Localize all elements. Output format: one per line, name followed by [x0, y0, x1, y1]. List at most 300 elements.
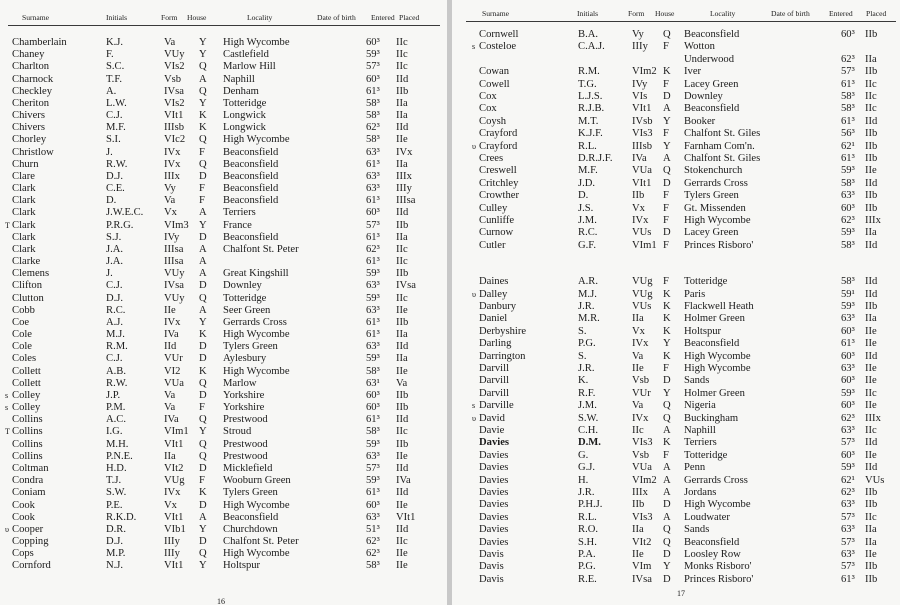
- cell-surname: Cooper: [12, 523, 44, 535]
- cell-house: Q: [663, 400, 671, 412]
- cell-surname: Coles: [12, 353, 37, 365]
- cell-surname: Chivers: [12, 110, 45, 121]
- cell-locality: Prestwood: [223, 414, 268, 426]
- cell-placed: IIe: [865, 325, 877, 337]
- header-entered: Entered: [829, 9, 853, 18]
- cell-locality: Beaconsfield: [684, 536, 740, 548]
- table-row: [0, 37, 447, 49]
- cell-placed: IIIx: [396, 170, 412, 182]
- cell-initials: J.R.: [578, 487, 595, 498]
- cell-placed: IId: [396, 341, 409, 353]
- cell-form: IIIsa: [164, 256, 184, 268]
- table-row: [0, 475, 447, 487]
- cell-form: VIs: [632, 91, 648, 102]
- cell-locality: France: [223, 219, 252, 231]
- table-row: [0, 402, 447, 414]
- cell-house: Q: [199, 377, 207, 389]
- cell-surname: Clark: [12, 219, 36, 231]
- cell-placed: IIb: [865, 573, 878, 585]
- cell-surname: Darrington: [479, 350, 526, 362]
- cell-form: IIIy: [164, 536, 180, 547]
- cell-locality: Totteridge: [223, 97, 267, 109]
- cell-placed: IIe: [396, 365, 408, 377]
- cell-surname: Darvill: [479, 363, 510, 374]
- cell-placed: VIt1: [396, 511, 416, 523]
- cell-initials: M.J.: [106, 329, 125, 341]
- table-row: [452, 313, 900, 325]
- header-rule: [8, 25, 440, 26]
- cell-entered: 61³: [366, 158, 380, 170]
- cell-form: IIIsb: [632, 140, 653, 152]
- cell-entered: 60³: [366, 499, 380, 511]
- cell-placed: IIb: [396, 389, 409, 401]
- cell-placed: IIa: [865, 313, 877, 325]
- cell-form: Vsb: [632, 375, 650, 387]
- cell-placed: IIc: [396, 49, 408, 61]
- cell-initials: N.J.: [106, 560, 124, 572]
- cell-placed: IIa: [865, 536, 877, 548]
- cell-form: IIe: [164, 304, 176, 316]
- cell-form: IVx: [632, 215, 649, 226]
- cell-form: VIm1: [632, 239, 657, 251]
- cell-entered: 63³: [841, 524, 855, 536]
- cell-surname: Checkley: [12, 85, 53, 97]
- cell-house: K: [663, 288, 671, 300]
- cell-surname: Clark: [12, 183, 36, 194]
- cell-house: Y: [199, 37, 207, 48]
- table-row: [452, 499, 900, 511]
- cell-entered: 58³: [841, 103, 855, 115]
- cell-placed: IIe: [865, 375, 877, 387]
- header-initials: Initials: [577, 9, 599, 18]
- cell-surname: Darvill: [479, 387, 510, 399]
- table-row: [452, 537, 900, 549]
- cell-placed: IId: [396, 487, 409, 499]
- table-row: [452, 524, 900, 536]
- cell-placed: IIc: [396, 61, 408, 73]
- table-row: [0, 244, 447, 256]
- table-row: [0, 536, 447, 548]
- table-row: [452, 66, 900, 78]
- cell-house: D: [663, 549, 671, 560]
- cell-placed: IIe: [865, 363, 877, 374]
- cell-house: F: [663, 202, 669, 214]
- cell-initials: C.J.: [106, 280, 123, 292]
- cell-locality: Yorkshire: [223, 402, 265, 414]
- cell-form: IIIy: [632, 41, 648, 53]
- table-row: [0, 439, 447, 451]
- table-row: [0, 305, 447, 317]
- cell-placed: IIe: [865, 449, 877, 461]
- cell-surname: Chivers: [12, 122, 45, 134]
- cell-initials: D.J.: [106, 170, 124, 182]
- cell-surname: Darling: [479, 338, 512, 350]
- cell-form: Vy: [164, 183, 176, 194]
- cell-locality: Denham: [223, 85, 259, 97]
- cell-placed: IIIx: [865, 215, 881, 226]
- cell-initials: J.S.: [578, 202, 594, 214]
- cell-house: K: [199, 487, 207, 499]
- cell-locality: Gerrards Cross: [684, 474, 748, 486]
- cell-initials: M.F.: [578, 165, 598, 177]
- cell-locality: High Wycombe: [684, 350, 751, 362]
- cell-placed: IId: [865, 437, 878, 449]
- cell-locality: Loosley Row: [684, 549, 741, 560]
- cell-locality: Totteridge: [684, 276, 728, 288]
- cell-initials: J.R.: [578, 363, 595, 374]
- cell-form: VIs2: [164, 61, 185, 73]
- table-row: [0, 280, 447, 292]
- cell-initials: M.H.: [106, 438, 129, 450]
- cell-house: K: [663, 66, 671, 78]
- cell-placed: IVx: [396, 146, 413, 158]
- table-row: [0, 147, 447, 159]
- cell-locality: Beaconsfield: [223, 231, 279, 243]
- table-row: [0, 512, 447, 524]
- cell-entered: 57³: [366, 219, 380, 231]
- cell-entered: 63³: [366, 511, 380, 523]
- cell-entered: 62¹: [841, 474, 855, 486]
- cell-form: VIm1: [164, 426, 189, 438]
- cell-mark: υ: [472, 141, 476, 151]
- cell-house: Q: [199, 134, 207, 146]
- cell-house: Q: [199, 61, 207, 73]
- cell-surname: Colley: [12, 389, 41, 401]
- cell-house: Q: [199, 414, 207, 426]
- cell-placed: IIb: [396, 85, 409, 97]
- cell-house: D: [199, 231, 207, 243]
- cell-placed: IIe: [865, 338, 877, 350]
- cell-mark: s: [5, 403, 9, 413]
- cell-entered: 59³: [841, 462, 855, 474]
- table-row: [0, 49, 447, 61]
- cell-surname: Clare: [12, 170, 35, 182]
- cell-house: A: [199, 511, 207, 523]
- cell-surname: Darvill: [479, 375, 510, 387]
- cell-house: Y: [199, 49, 207, 61]
- cell-form: VIm2: [632, 474, 657, 486]
- header-placed: Placed: [866, 9, 887, 18]
- table-row: [452, 475, 900, 487]
- cell-placed: IIe: [396, 450, 408, 462]
- cell-entered: 63³: [841, 425, 855, 436]
- table-row: [0, 548, 447, 560]
- cell-placed: IIe: [865, 165, 877, 177]
- cell-entered: 63³: [841, 313, 855, 325]
- cell-entered: 59³: [366, 475, 380, 487]
- cell-entered: 61³: [841, 115, 855, 127]
- cell-locality: Chalfont St. Peter: [223, 536, 299, 547]
- table-row: [452, 79, 900, 91]
- cell-initials: A.B.: [106, 365, 127, 377]
- table-row: [452, 450, 900, 462]
- cell-initials: R.C.: [106, 304, 126, 316]
- cell-initials: T.J.: [106, 475, 122, 487]
- table-row: [452, 128, 900, 140]
- cell-initials: D.M.: [578, 437, 601, 449]
- cell-form: VUr: [164, 353, 183, 365]
- cell-mark: T: [5, 427, 10, 437]
- cell-surname: Coniam: [12, 487, 46, 499]
- cell-entered: 58³: [366, 110, 380, 121]
- table-row: [0, 232, 447, 244]
- cell-placed: IIIy: [396, 183, 412, 194]
- cell-form: IIe: [632, 363, 644, 374]
- cell-placed: IIb: [865, 140, 878, 152]
- cell-initials: S.J.: [106, 231, 122, 243]
- table-row: [0, 378, 447, 390]
- cell-locality: Downley: [684, 91, 723, 102]
- cell-house: Q: [663, 165, 671, 177]
- table-row: [452, 512, 900, 524]
- cell-form: Vsb: [632, 449, 650, 461]
- cell-house: Q: [663, 412, 671, 424]
- cell-surname: Davies: [479, 499, 509, 511]
- cell-locality: Holtspur: [223, 560, 261, 572]
- cell-surname: Clark: [12, 231, 36, 243]
- cell-surname: Crees: [479, 153, 504, 164]
- cell-locality: Aylesbury: [223, 353, 267, 365]
- cell-placed: IIc: [865, 511, 877, 523]
- cell-house: F: [199, 475, 205, 487]
- cell-surname: Cheriton: [12, 97, 50, 109]
- cell-entered: 60³: [366, 402, 380, 414]
- cell-house: A: [663, 425, 671, 436]
- cell-placed: IIIsa: [396, 195, 416, 207]
- cell-house: Q: [663, 536, 671, 548]
- cell-locality: Buckingham: [684, 412, 739, 424]
- table-row: [452, 413, 900, 425]
- cell-house: K: [663, 325, 671, 337]
- cell-form: Vx: [632, 325, 645, 337]
- cell-house: D: [199, 536, 207, 547]
- header-surname: Surname: [22, 13, 49, 22]
- table-row: [0, 86, 447, 98]
- cell-placed: IId: [865, 288, 878, 300]
- cell-form: VIt2: [632, 536, 652, 548]
- cell-initials: R.L.: [578, 511, 597, 523]
- table-row: [0, 207, 447, 219]
- cell-house: F: [663, 215, 669, 226]
- cell-form: IVsa: [632, 573, 653, 585]
- cell-form: VIm2: [632, 66, 657, 78]
- cell-locality: Chalfont St. Giles: [684, 153, 761, 164]
- cell-entered: 61³: [366, 195, 380, 207]
- cell-initials: S.: [578, 325, 587, 337]
- table-row: [0, 110, 447, 122]
- cell-placed: IId: [865, 239, 878, 251]
- cell-placed: IIe: [396, 499, 408, 511]
- cell-initials: K.J.: [106, 37, 124, 48]
- cell-entered: 60³: [366, 207, 380, 219]
- cell-form: Va: [164, 402, 176, 414]
- cell-surname: Davie: [479, 425, 505, 436]
- cell-surname: Cowan: [479, 66, 510, 78]
- cell-entered: 59³: [366, 353, 380, 365]
- cell-house: Q: [199, 438, 207, 450]
- cell-surname: Coltman: [12, 463, 49, 474]
- cell-placed: IIe: [396, 304, 408, 316]
- cell-surname: Cole: [12, 341, 33, 353]
- cell-form: VIs3: [632, 437, 653, 449]
- cell-surname: Colley: [12, 402, 41, 414]
- cell-locality: Holmer Green: [684, 313, 745, 325]
- cell-mark: s: [472, 42, 476, 52]
- cell-locality: High Wycombe: [223, 37, 290, 48]
- cell-form: Vy: [632, 29, 644, 40]
- cell-house: Y: [199, 97, 207, 109]
- cell-surname: Darville: [479, 400, 514, 412]
- cell-house: A: [199, 73, 207, 85]
- cell-locality: Terriers: [223, 207, 256, 219]
- cell-initials: R.M.: [578, 66, 600, 78]
- cell-placed: IIe: [396, 134, 408, 146]
- cell-locality: Booker: [684, 115, 716, 127]
- cell-entered: 61³: [841, 573, 855, 585]
- cell-house: Y: [199, 560, 207, 572]
- cell-locality: Castlefield: [223, 49, 269, 61]
- table-row: [452, 276, 900, 288]
- cell-locality: Downley: [223, 280, 262, 292]
- cell-initials: R.L.: [578, 140, 597, 152]
- cell-locality: Naphill: [684, 425, 716, 436]
- cell-placed: IIa: [396, 329, 408, 341]
- cell-initials: D.R.J.F.: [578, 153, 613, 164]
- cell-entered: 60³: [366, 389, 380, 401]
- cell-placed: IIa: [865, 53, 877, 65]
- cell-surname: Churn: [12, 158, 39, 170]
- cell-house: Q: [199, 85, 207, 97]
- table-row: [452, 487, 900, 499]
- cell-initials: S.H.: [578, 536, 597, 548]
- cell-initials: G.J.: [578, 462, 596, 474]
- cell-initials: A.J.: [106, 316, 124, 328]
- cell-placed: IIa: [865, 227, 877, 239]
- cell-initials: L.J.S.: [578, 91, 603, 102]
- cell-initials: P.E.: [106, 499, 123, 511]
- cell-form: VIb1: [164, 523, 186, 535]
- cell-initials: R.W.: [106, 158, 128, 170]
- cell-surname: Cox: [479, 103, 497, 115]
- cell-initials: M.P.: [106, 548, 126, 560]
- cell-form: VUs: [632, 301, 652, 312]
- cell-initials: P.N.E.: [106, 450, 133, 462]
- cell-surname: Collins: [12, 438, 43, 450]
- table-row: [0, 329, 447, 341]
- table-row: [452, 425, 900, 437]
- page-number: 17: [677, 589, 685, 598]
- cell-placed: IIb: [865, 66, 878, 78]
- cell-surname: Christlow: [12, 146, 54, 158]
- cell-placed: IIa: [396, 110, 408, 121]
- table-row: [0, 61, 447, 73]
- cell-form: Vsb: [164, 73, 182, 85]
- cell-placed: Va: [396, 377, 408, 389]
- cell-surname: Cobb: [12, 304, 35, 316]
- table-row: [0, 487, 447, 499]
- cell-locality: Tylers Green: [223, 341, 278, 353]
- cell-locality: High Wycombe: [223, 134, 290, 146]
- table-row: [452, 153, 900, 165]
- table-row: [0, 560, 447, 572]
- cell-initials: J.W.E.C.: [106, 207, 144, 219]
- cell-entered: 60³: [841, 202, 855, 214]
- cell-form: VIt1: [164, 511, 184, 523]
- cell-initials: J.R.: [578, 301, 595, 312]
- cell-house: F: [663, 190, 669, 202]
- cell-surname: Davies: [479, 474, 509, 486]
- cell-entered: 63³: [366, 170, 380, 182]
- cell-placed: IIa: [396, 231, 408, 243]
- cell-form: IVx: [164, 487, 181, 499]
- cell-placed: IIb: [865, 153, 878, 164]
- cell-surname: Davies: [479, 487, 509, 498]
- cell-surname: Cornford: [12, 560, 51, 572]
- cell-surname: Chamberlain: [12, 37, 67, 48]
- cell-entered: 62³: [366, 243, 380, 255]
- cell-form: VIs3: [632, 511, 653, 523]
- cell-initials: C.H.: [578, 425, 599, 436]
- cell-mark: υ: [472, 289, 476, 299]
- cell-house: F: [663, 128, 669, 140]
- cell-entered: 58³: [366, 560, 380, 572]
- table-row: [0, 524, 447, 536]
- cell-initials: S.W.: [578, 412, 599, 424]
- cell-initials: R.F.: [578, 387, 596, 399]
- cell-surname: Crowther: [479, 190, 520, 202]
- cell-form: VUa: [632, 165, 653, 177]
- cell-placed: IIc: [396, 243, 408, 255]
- cell-house: Y: [663, 387, 671, 399]
- cell-locality: Marlow Hill: [223, 61, 276, 73]
- table-row: [452, 326, 900, 338]
- cell-initials: A.R.: [578, 276, 599, 288]
- cell-placed: IIb: [396, 438, 409, 450]
- cell-locality: High Wycombe: [684, 499, 751, 511]
- cell-entered: 63³: [841, 190, 855, 202]
- table-row: [452, 400, 900, 412]
- cell-placed: IId: [865, 462, 878, 474]
- table-row: [0, 426, 447, 438]
- cell-initials: C.J.: [106, 110, 123, 121]
- table-row: [452, 103, 900, 115]
- table-row: [452, 190, 900, 202]
- cell-house: Q: [663, 524, 671, 536]
- cell-locality: High Wycombe: [223, 548, 290, 560]
- cell-placed: IIa: [396, 353, 408, 365]
- cell-surname: Cook: [12, 499, 35, 511]
- cell-house: D: [199, 499, 207, 511]
- cell-placed: IId: [396, 73, 409, 85]
- cell-initials: J.A.: [106, 256, 124, 268]
- cell-initials: K.J.F.: [578, 128, 603, 140]
- cell-entered: 59³: [366, 292, 380, 304]
- cell-surname: Cox: [479, 91, 497, 102]
- header-house: House: [655, 9, 675, 18]
- cell-locality: Underwood: [684, 53, 735, 65]
- cell-form: IVsa: [164, 85, 185, 97]
- cell-surname: Davies: [479, 449, 509, 461]
- table-row: [0, 183, 447, 195]
- cell-placed: IIc: [396, 536, 408, 547]
- cell-initials: R.O.: [578, 524, 599, 536]
- cell-house: A: [199, 304, 207, 316]
- cell-form: VUg: [164, 475, 185, 487]
- cell-initials: R.E.: [578, 573, 597, 585]
- cell-placed: IIb: [865, 128, 878, 140]
- cell-form: IIa: [632, 524, 644, 536]
- cell-entered: 61³: [366, 329, 380, 341]
